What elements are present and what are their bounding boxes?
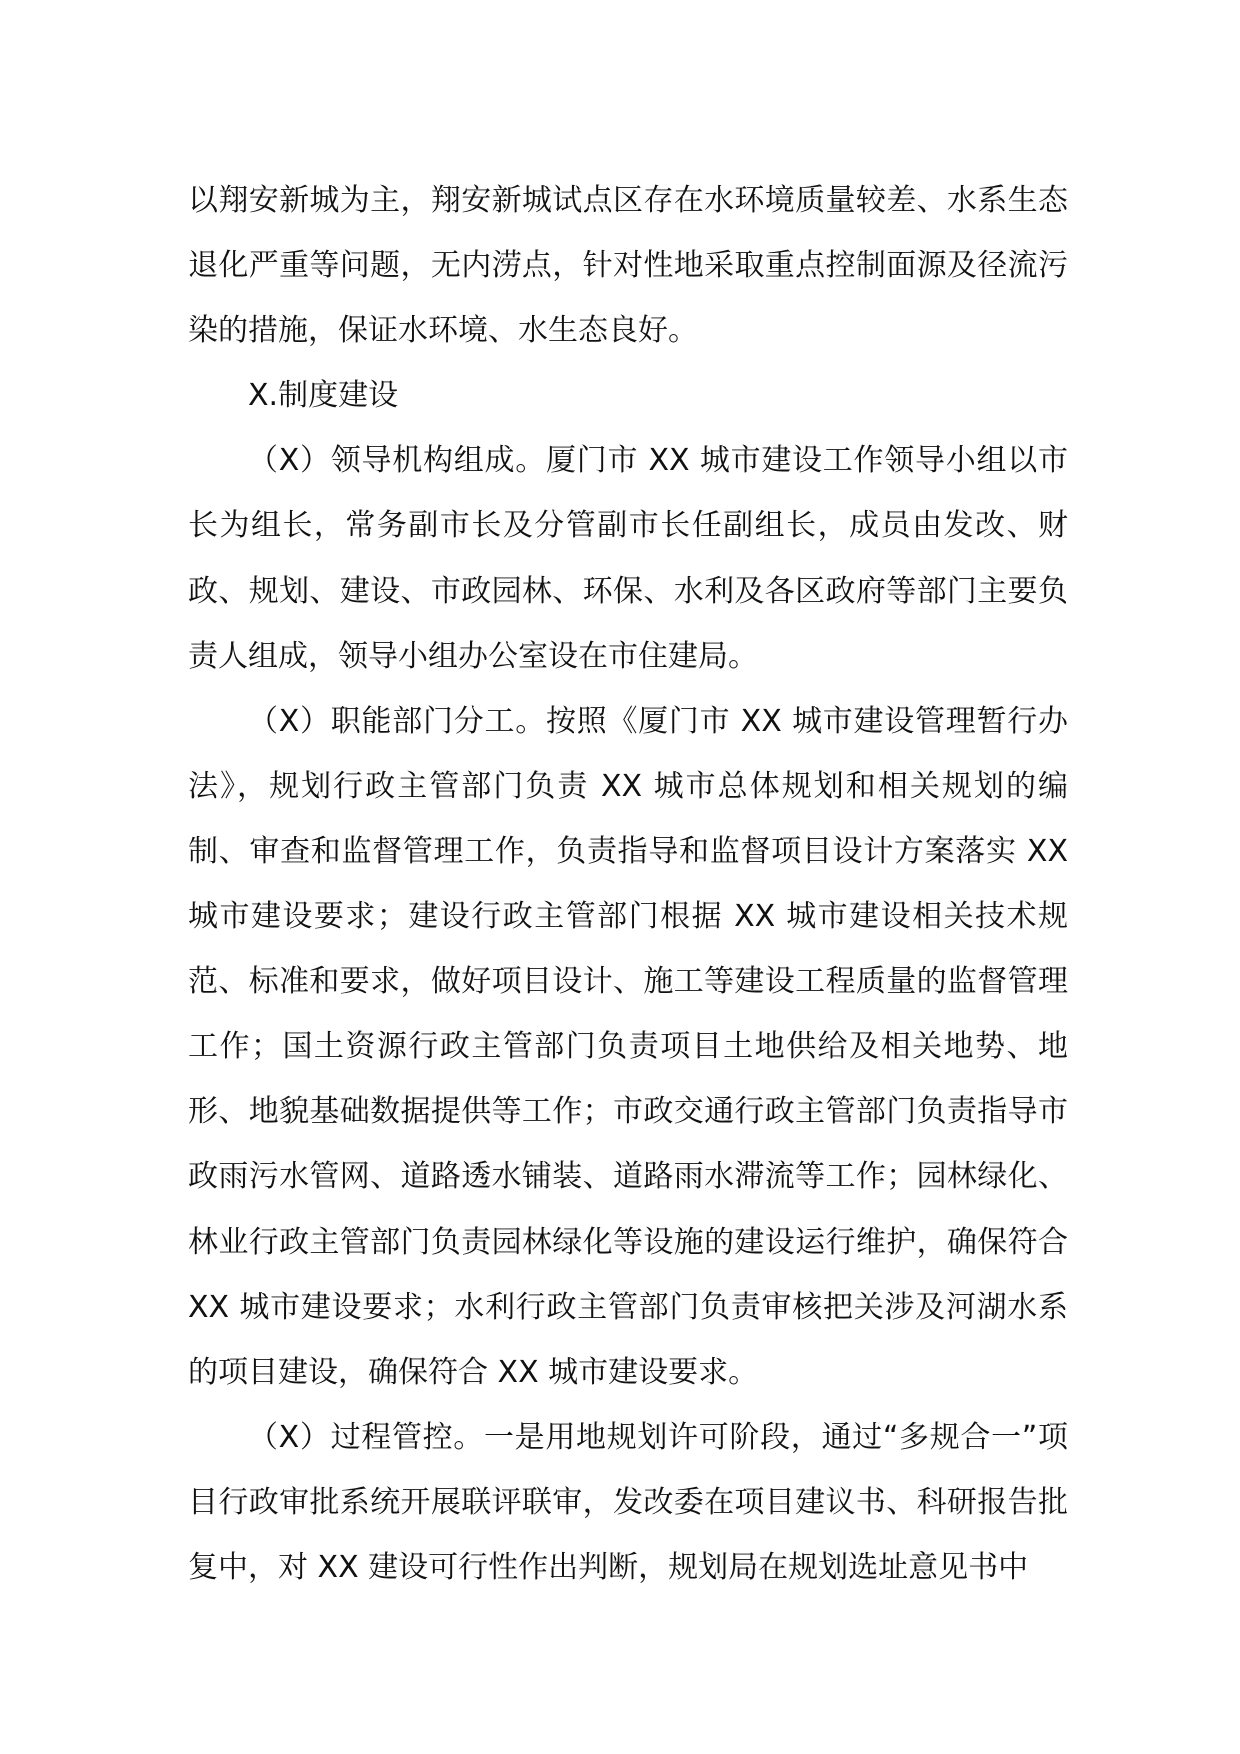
paragraph-water-environment: 以翔安新城为主，翔安新城试点区存在水环境质量较差、水系生态退化严重等问题，无内涝点，针对性地采取重点控制面源及径流污染的措施，保证水环境、水生态良好。 — [188, 183, 1068, 349]
paragraph-department-division: （X）职能部门分工。按照《厦门市 XX 城市建设管理暂行办法》，规划行政主管部门负责 XX 城市总体规划和相关规划的编制、审查和监督管理工作，负责指导和监督项目设计方案落实 XX 城市建设要求；建设行政主管部门根据 XX 城市建设相关技术规范、标准和要求，做好项目设计、施工等建设工程质量的监督管理工作；国土资源行政主管部门负责项目土地供给及相关地势、地形、地貌基础数据提供等工作；市政交通行政主管部门负责指导市政雨污水管网、道路透水铺装、道路雨水滞流等工作；园林绿化、林业行政主管部门负责园林绿化等设施的建设运行维护，确保符合 XX 城市建设要求；水利行政主管部门负责审核把关涉及河湖水系的项目建设，确保符合 XX 城市建设要求。 — [188, 703, 1068, 1390]
paragraph-leadership-organization: （X）领导机构组成。厦门市 XX 城市建设工作领导小组以市长为组长，常务副市长及分管副市长任副组长，成员由发改、财政、规划、建设、市政园林、环保、水利及各区政府等部门主要负责人组成，领导小组办公室设在市住建局。 — [188, 443, 1068, 674]
section-heading-system-building: X.制度建设 — [248, 378, 399, 414]
paragraph-process-control: （X）过程管控。一是用地规划许可阶段，通过“多规合一”项目行政审批系统开展联评联审，发改委在项目建议书、科研报告批复中，对 XX 建设可行性作出判断，规划局在规划选址意见书中 — [188, 1419, 1068, 1585]
document-body — [188, 168, 1068, 1600]
